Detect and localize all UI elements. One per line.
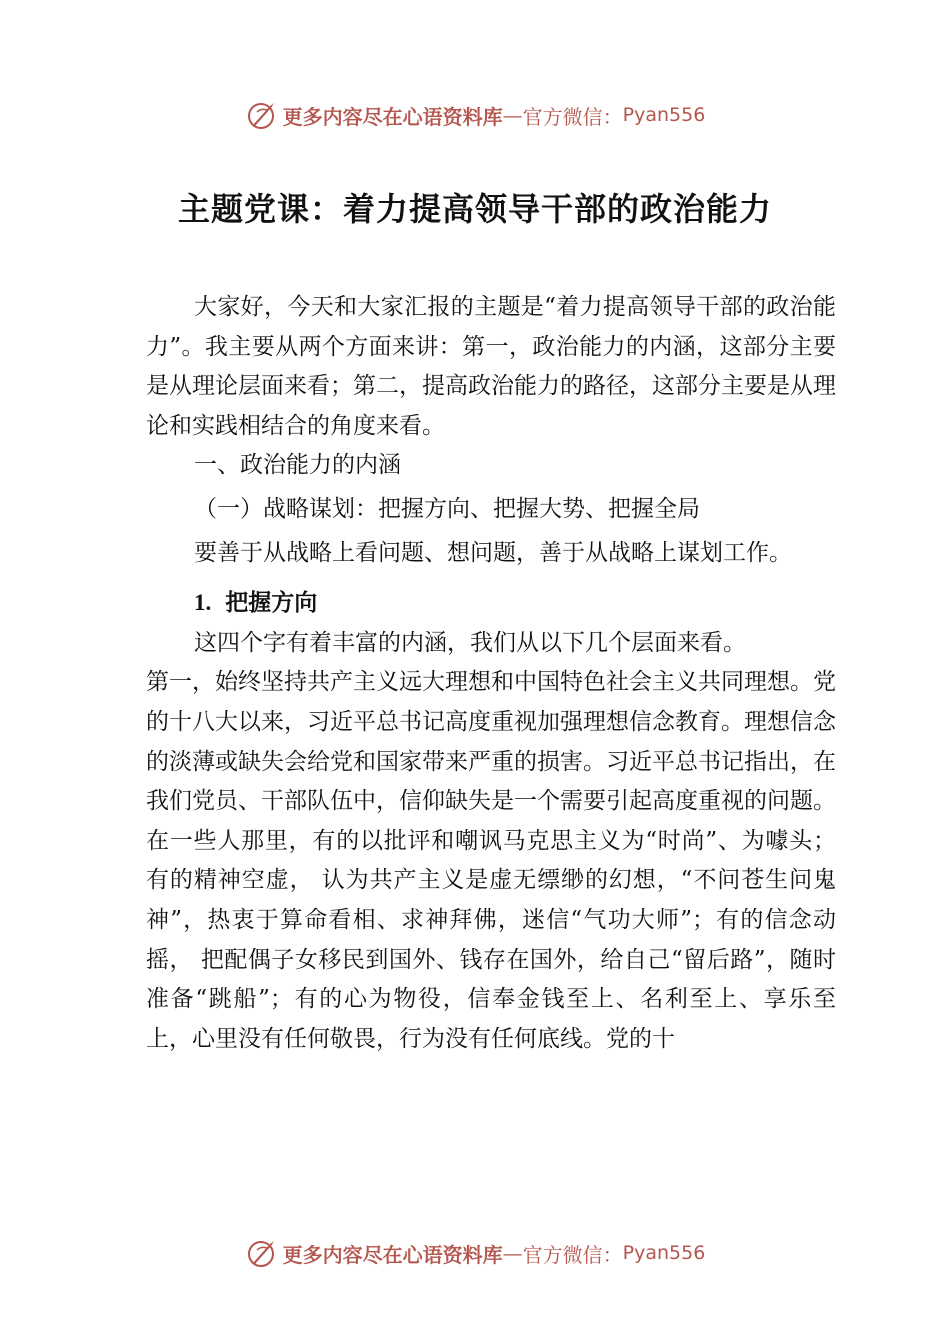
heading-number: 1. <box>194 590 212 616</box>
quill-logo-icon <box>245 98 279 132</box>
watermark-brand: 更多内容尽在心语资料库 <box>282 104 503 129</box>
watermark-header <box>0 95 950 135</box>
watermark-wechat-id: Pyan556 <box>622 1242 706 1264</box>
watermark-separator: — <box>502 1241 523 1265</box>
watermark-brand: 更多内容尽在心语资料库 <box>282 1242 503 1267</box>
subsection-heading: （一）战略谋划：把握方向、把握大势、把握全局 <box>194 495 700 522</box>
numbered-heading <box>146 583 836 624</box>
intro-paragraph: 大家好，今天和大家汇报的主题是“着力提高领导干部的政治能力”。我主要从两个方面来讲：第一，政治能力的内涵，这部分主要是从理论层面来看；第二，提高政治能力的路径，这部分主要是从理论和实践相结合的角度来看。 <box>146 294 836 439</box>
strategy-paragraph: 要善于从战略上看问题、想问题，善于从战略上谋划工作。 <box>194 539 792 566</box>
watermark-separator: — <box>502 103 523 127</box>
heading-text: 把握方向 <box>225 590 318 617</box>
document-body <box>146 288 836 1059</box>
ideals-paragraph: 第一，始终坚持共产主义远大理想和中国特色社会主义共同理想。党的十八大以来，习近平总书记高度重视加强理想信念教育。理想信念的淡薄或缺失会给党和国家带来严重的损害。习近平总书记指出，在我们党员、干部队伍中，信仰缺失是一个需要引起高度重视的问题。在一些人那里，有的以批评和嘲讽马克思主义为“时尚”、为噱头；有的精神空虚， 认为共产主义是虚无缥缈的幻想，“不问苍生问鬼神”，热衷于算命看相、求神拜佛，迷信“气功大师”；有的信念动摇， 把配偶子女移民到国外、钱存在国外，给自己“留后路”，随时准备“跳船”；有的心为物役，信奉金钱至上、名利至上、享乐至上，心里没有任何敬畏，行为没有任何底线。党的十 <box>146 669 836 1052</box>
watermark-footer <box>0 1233 950 1273</box>
watermark-wechat-id: Pyan556 <box>622 104 706 126</box>
quill-logo-icon <box>245 1236 279 1270</box>
meaning-paragraph: 这四个字有着丰富的内涵，我们从以下几个层面来看。 <box>194 629 746 656</box>
document-title: 主题党课：着力提高领导干部的政治能力 <box>177 190 772 228</box>
section-heading: 一、政治能力的内涵 <box>194 452 401 479</box>
watermark-wechat-label: 官方微信： <box>522 1242 623 1267</box>
watermark-wechat-label: 官方微信： <box>522 104 623 129</box>
